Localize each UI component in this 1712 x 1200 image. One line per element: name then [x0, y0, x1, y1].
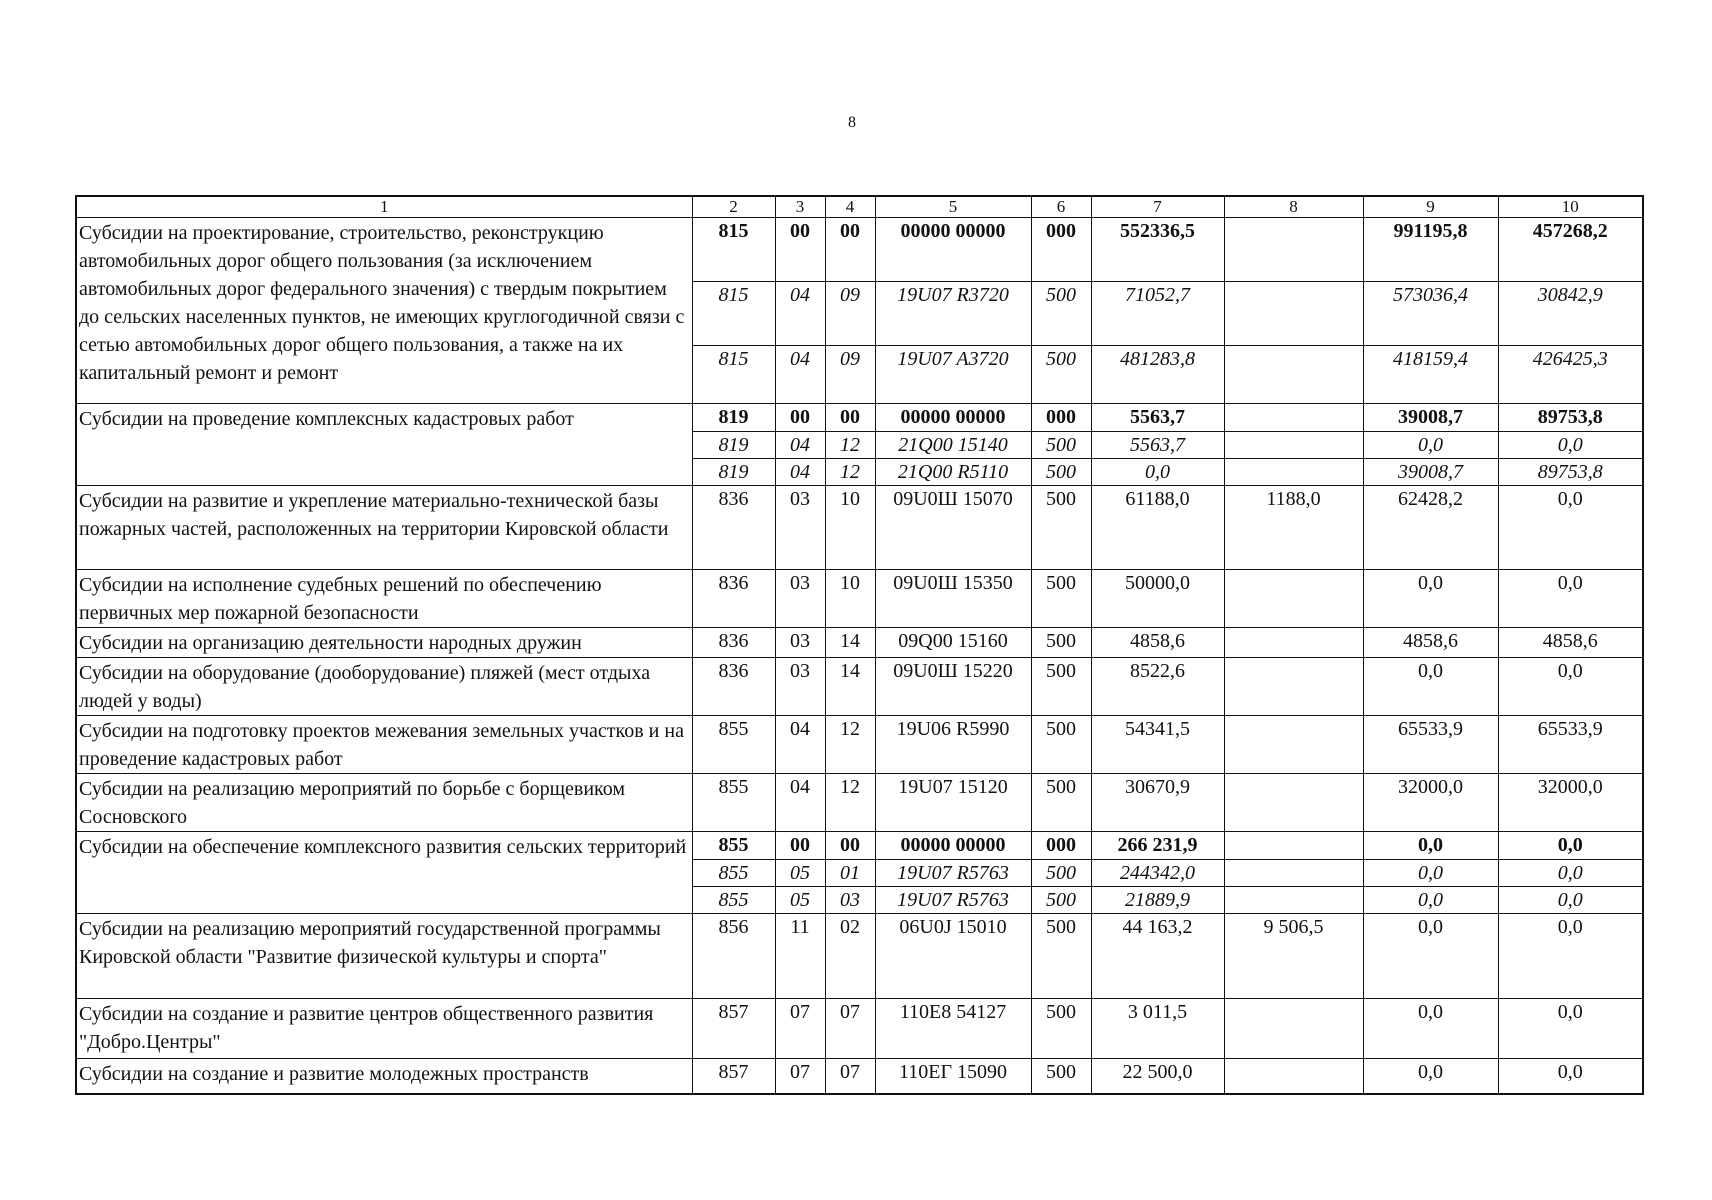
table-cell	[1224, 346, 1363, 404]
table-cell: 0,0	[1363, 658, 1498, 716]
row-description: Субсидии на обеспечение комплексного развития сельских территорий	[76, 832, 692, 914]
table-row	[76, 486, 1643, 570]
table-cell: 19U06 R5990	[875, 716, 1031, 774]
table-cell: 65533,9	[1498, 716, 1643, 774]
table-cell: 62428,2	[1363, 486, 1498, 570]
header-cell: 6	[1031, 196, 1091, 218]
table-cell: 09U0Ш 15220	[875, 658, 1031, 716]
table-cell: 54341,5	[1091, 716, 1224, 774]
table-cell: 266 231,9	[1091, 832, 1224, 860]
table-cell: 500	[1031, 999, 1091, 1059]
table-cell: 0,0	[1498, 486, 1643, 570]
table-cell: 12	[825, 459, 875, 486]
table-cell: 04	[775, 282, 825, 346]
header-row	[76, 196, 1643, 218]
table-cell: 09Q00 15160	[875, 628, 1031, 658]
table-row	[76, 404, 1643, 432]
table-row	[76, 628, 1643, 658]
table-cell: 07	[825, 999, 875, 1059]
table-cell	[1224, 999, 1363, 1059]
table-cell	[1224, 716, 1363, 774]
table-cell: 0,0	[1498, 432, 1643, 459]
table-cell: 19U07 R5763	[875, 887, 1031, 914]
table-cell: 39008,7	[1363, 459, 1498, 486]
table-cell: 0,0	[1498, 832, 1643, 860]
header-cell: 1	[76, 196, 692, 218]
budget-table	[75, 195, 1644, 1095]
table-row	[76, 570, 1643, 628]
row-description: Субсидии на проектирование, строительство, реконструкцию автомобильных дорог общего пользования (за исключением автомобильных дорог федерального значения) с твердым покрытием до сельских населенных пунктов, не имеющих круглогодичной связи с сетью автомобильных дорог общего пользования, а также на их капитальный ремонт и ремонт	[76, 218, 692, 404]
table-cell: 22 500,0	[1091, 1059, 1224, 1094]
table-cell	[1224, 1059, 1363, 1094]
table-cell: 5563,7	[1091, 432, 1224, 459]
table-cell: 02	[825, 914, 875, 999]
table-cell: 855	[692, 832, 775, 860]
table-cell: 500	[1031, 459, 1091, 486]
table-cell: 0,0	[1498, 658, 1643, 716]
table-cell: 573036,4	[1363, 282, 1498, 346]
table-cell: 500	[1031, 774, 1091, 832]
row-description: Субсидии на проведение комплексных кадастровых работ	[76, 404, 692, 486]
table-cell	[1224, 404, 1363, 432]
table-cell: 00	[775, 832, 825, 860]
table-cell: 50000,0	[1091, 570, 1224, 628]
table-cell: 12	[825, 432, 875, 459]
table-cell: 500	[1031, 346, 1091, 404]
table-cell: 4858,6	[1091, 628, 1224, 658]
table-cell: 00000 00000	[875, 832, 1031, 860]
table-cell	[1224, 432, 1363, 459]
row-description: Субсидии на создание и развитие молодежных пространств	[76, 1059, 692, 1094]
table-cell: 03	[775, 628, 825, 658]
row-description: Субсидии на исполнение судебных решений по обеспечению первичных мер пожарной безопасности	[76, 570, 692, 628]
table-cell	[1224, 832, 1363, 860]
table-row	[76, 658, 1643, 716]
table-cell: 39008,7	[1363, 404, 1498, 432]
table-cell: 819	[692, 432, 775, 459]
table-cell: 0,0	[1363, 860, 1498, 887]
table-cell: 815	[692, 346, 775, 404]
table-cell: 481283,8	[1091, 346, 1224, 404]
table-cell: 06U0J 15010	[875, 914, 1031, 999]
table-cell: 00	[775, 218, 825, 282]
header-cell: 2	[692, 196, 775, 218]
table-cell: 0,0	[1363, 914, 1498, 999]
table-cell: 855	[692, 860, 775, 887]
table-row	[76, 218, 1643, 282]
table-cell: 00000 00000	[875, 404, 1031, 432]
table-cell: 0,0	[1498, 570, 1643, 628]
table-cell: 1188,0	[1224, 486, 1363, 570]
table-cell: 855	[692, 887, 775, 914]
table-cell: 05	[775, 887, 825, 914]
table-cell: 03	[775, 486, 825, 570]
table-cell: 500	[1031, 432, 1091, 459]
table-cell: 30670,9	[1091, 774, 1224, 832]
table-cell: 21Q00 15140	[875, 432, 1031, 459]
row-description: Субсидии на реализацию мероприятий по борьбе с борщевиком Сосновского	[76, 774, 692, 832]
table-cell: 07	[825, 1059, 875, 1094]
table-row	[76, 1059, 1643, 1094]
table-cell: 000	[1031, 404, 1091, 432]
table-cell: 00000 00000	[875, 218, 1031, 282]
table-cell: 11	[775, 914, 825, 999]
page-number: 8	[848, 114, 856, 131]
table-cell: 0,0	[1498, 860, 1643, 887]
header-cell: 8	[1224, 196, 1363, 218]
table-cell: 65533,9	[1363, 716, 1498, 774]
table-cell: 12	[825, 716, 875, 774]
table-cell: 552336,5	[1091, 218, 1224, 282]
row-description: Субсидии на реализацию мероприятий государственной программы Кировской области "Развитие физической культуры и спорта"	[76, 914, 692, 999]
table-cell	[1224, 282, 1363, 346]
table-cell: 00	[775, 404, 825, 432]
table-cell: 05	[775, 860, 825, 887]
header-cell: 3	[775, 196, 825, 218]
table-cell: 00	[825, 832, 875, 860]
table-cell: 500	[1031, 282, 1091, 346]
table-cell: 000	[1031, 218, 1091, 282]
table-cell: 04	[775, 432, 825, 459]
row-description: Субсидии на подготовку проектов межевания земельных участков и на проведение кадастровых работ	[76, 716, 692, 774]
table-cell: 244342,0	[1091, 860, 1224, 887]
table-cell: 04	[775, 459, 825, 486]
table-cell: 855	[692, 716, 775, 774]
table-cell: 0,0	[1363, 1059, 1498, 1094]
table-cell	[1224, 628, 1363, 658]
table-cell: 856	[692, 914, 775, 999]
table-cell	[1224, 658, 1363, 716]
table-cell: 89753,8	[1498, 459, 1643, 486]
table-cell: 815	[692, 218, 775, 282]
table-cell: 3 011,5	[1091, 999, 1224, 1059]
header-cell: 10	[1498, 196, 1643, 218]
row-description: Субсидии на создание и развитие центров общественного развития "Добро.Центры"	[76, 999, 692, 1059]
table-cell	[1224, 570, 1363, 628]
table-cell: 0,0	[1363, 570, 1498, 628]
table-cell: 19U07 R3720	[875, 282, 1031, 346]
table-cell	[1224, 887, 1363, 914]
table-cell: 836	[692, 628, 775, 658]
table-cell: 500	[1031, 914, 1091, 999]
table-cell: 8522,6	[1091, 658, 1224, 716]
table-cell: 819	[692, 404, 775, 432]
row-description: Субсидии на развитие и укрепление материально-технической базы пожарных частей, расположенных на территории Кировской области	[76, 486, 692, 570]
table-cell: 01	[825, 860, 875, 887]
table-cell: 855	[692, 774, 775, 832]
table-cell: 0,0	[1498, 914, 1643, 999]
table-cell: 0,0	[1363, 887, 1498, 914]
table-cell: 10	[825, 486, 875, 570]
table-cell: 500	[1031, 1059, 1091, 1094]
table-cell: 500	[1031, 860, 1091, 887]
table-cell: 500	[1031, 887, 1091, 914]
table-cell	[1224, 218, 1363, 282]
table-cell: 0,0	[1363, 832, 1498, 860]
table-cell: 500	[1031, 628, 1091, 658]
table-cell: 32000,0	[1498, 774, 1643, 832]
table-cell: 0,0	[1498, 887, 1643, 914]
table-cell: 71052,7	[1091, 282, 1224, 346]
table-cell: 4858,6	[1363, 628, 1498, 658]
table-cell: 09	[825, 282, 875, 346]
table-row	[76, 832, 1643, 860]
header-cell: 9	[1363, 196, 1498, 218]
table-cell: 21889,9	[1091, 887, 1224, 914]
table-cell: 000	[1031, 832, 1091, 860]
table-cell: 14	[825, 658, 875, 716]
header-cell: 7	[1091, 196, 1224, 218]
table-cell	[1224, 860, 1363, 887]
table-cell: 00	[825, 404, 875, 432]
table-cell: 500	[1031, 716, 1091, 774]
table-cell: 21Q00 R5110	[875, 459, 1031, 486]
table-cell: 819	[692, 459, 775, 486]
table-cell: 457268,2	[1498, 218, 1643, 282]
table-cell: 19U07 A3720	[875, 346, 1031, 404]
table-cell: 857	[692, 1059, 775, 1094]
table-cell: 19U07 R5763	[875, 860, 1031, 887]
table-cell: 04	[775, 346, 825, 404]
table-cell: 836	[692, 570, 775, 628]
table-cell: 89753,8	[1498, 404, 1643, 432]
table-cell: 9 506,5	[1224, 914, 1363, 999]
table-cell: 500	[1031, 486, 1091, 570]
table-cell: 04	[775, 774, 825, 832]
row-description: Субсидии на оборудование (дооборудование) пляжей (мест отдыха людей у воды)	[76, 658, 692, 716]
table-cell: 418159,4	[1363, 346, 1498, 404]
table-cell: 0,0	[1498, 1059, 1643, 1094]
table-cell: 5563,7	[1091, 404, 1224, 432]
header-cell: 4	[825, 196, 875, 218]
table-cell: 857	[692, 999, 775, 1059]
table-cell: 0,0	[1363, 432, 1498, 459]
table-row	[76, 716, 1643, 774]
table-cell: 09U0Ш 15070	[875, 486, 1031, 570]
table-cell: 44 163,2	[1091, 914, 1224, 999]
table-cell: 03	[775, 570, 825, 628]
table-cell: 0,0	[1498, 999, 1643, 1059]
table-row	[76, 914, 1643, 999]
table-cell: 110ЕГ 15090	[875, 1059, 1031, 1094]
table-cell: 991195,8	[1363, 218, 1498, 282]
table-row	[76, 999, 1643, 1059]
table-cell: 14	[825, 628, 875, 658]
table-cell: 03	[775, 658, 825, 716]
table-cell: 30842,9	[1498, 282, 1643, 346]
table-cell: 0,0	[1363, 999, 1498, 1059]
table-cell: 61188,0	[1091, 486, 1224, 570]
table-cell: 07	[775, 999, 825, 1059]
header-cell: 5	[875, 196, 1031, 218]
table-cell: 09U0Ш 15350	[875, 570, 1031, 628]
table-cell	[1224, 459, 1363, 486]
table-cell: 04	[775, 716, 825, 774]
table-cell: 500	[1031, 570, 1091, 628]
table-cell: 4858,6	[1498, 628, 1643, 658]
table-cell: 0,0	[1091, 459, 1224, 486]
table-cell: 12	[825, 774, 875, 832]
table-cell: 03	[825, 887, 875, 914]
row-description: Субсидии на организацию деятельности народных дружин	[76, 628, 692, 658]
table-cell: 836	[692, 486, 775, 570]
table-row	[76, 774, 1643, 832]
table-cell: 836	[692, 658, 775, 716]
table-cell: 19U07 15120	[875, 774, 1031, 832]
table-cell: 00	[825, 218, 875, 282]
table-cell	[1224, 774, 1363, 832]
table-cell: 500	[1031, 658, 1091, 716]
table-cell: 426425,3	[1498, 346, 1643, 404]
table-cell: 815	[692, 282, 775, 346]
table-cell: 10	[825, 570, 875, 628]
table-cell: 32000,0	[1363, 774, 1498, 832]
table-cell: 09	[825, 346, 875, 404]
table-cell: 07	[775, 1059, 825, 1094]
table-cell: 110E8 54127	[875, 999, 1031, 1059]
